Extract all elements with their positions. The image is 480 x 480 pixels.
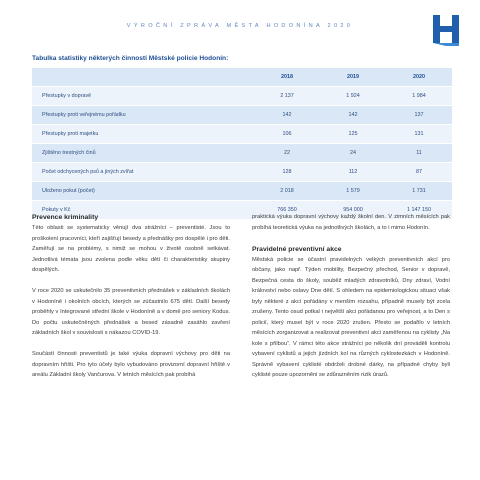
row-label: Přestupky proti veřejnému pořádku [32, 106, 254, 125]
cell-2020: 131 [386, 125, 452, 144]
table-row [32, 163, 452, 182]
header-cell-label [32, 68, 254, 87]
paragraph: Součástí činnosti preventistů je také výuka dopravní výchovy pro děti na dopravním hřišti. Pro tyto účely bylo vybudováno provizorní dopravní hřiště v areálu Základní školy Vančurova. V letních měsících pak probíhá [32, 351, 230, 378]
cell-2018: 128 [254, 163, 320, 182]
cell-2020: 87 [386, 163, 452, 182]
cell-2018: 766 350 [254, 201, 320, 220]
cell-2019: 112 [320, 163, 386, 182]
row-label: Přestupky v dopravě [32, 87, 254, 106]
cell-2018: 142 [254, 106, 320, 125]
left-text-column [32, 212, 230, 391]
header-cell-2018: 2018 [254, 68, 320, 87]
section-heading-regular-events: Pravidelné preventivní akce [252, 245, 342, 253]
row-label: Uloženo pokut (počet) [32, 182, 254, 201]
cell-2020: 11 [386, 144, 452, 163]
cell-2019: 142 [320, 106, 386, 125]
header-cell-2019: 2019 [320, 68, 386, 87]
cell-2019: 1 924 [320, 87, 386, 106]
cell-2019: 954 000 [320, 201, 386, 220]
table-row [32, 125, 452, 144]
statistics-table [32, 68, 452, 220]
table-header-row [32, 68, 452, 87]
row-label: Pokuty v Kč [32, 201, 254, 220]
cell-2020: 137 [386, 106, 452, 125]
row-label: Přestupky proti majetku [32, 125, 254, 144]
header-cell-2020: 2020 [386, 68, 452, 87]
table-row [32, 87, 452, 106]
cell-2018: 2 018 [254, 182, 320, 201]
cell-2018: 2 137 [254, 87, 320, 106]
section-heading-crime-prevention: Prevence kriminality [32, 214, 99, 221]
city-logo-icon [432, 13, 460, 47]
table-row [32, 144, 452, 163]
table-title: Tabulka statistiky některých činností Městské policie Hodonín: [32, 55, 229, 62]
row-label: Zjištěno trestných činů [32, 144, 254, 163]
cell-2018: 22 [254, 144, 320, 163]
cell-2020: 1 984 [386, 87, 452, 106]
cell-2019: 1 579 [320, 182, 386, 201]
paragraph-continued: praktická výuka dopravní výchovy každý školní den. V zimních měsících pak probíhá teoretická výuka na jednotlivých školách, a to i mimo Hodonín. [252, 214, 450, 231]
cell-2019: 125 [320, 125, 386, 144]
cell-2018: 106 [254, 125, 320, 144]
cell-2020: 1 731 [386, 182, 452, 201]
paragraph: Této oblasti se systematicky věnují dva strážníci – preventisté. Jsou to proškolení pracovníci, kteří zajišťují besedy a přednášky pro dospělé i pro děti. Zaměřují se na problémy, s nimiž se mohou v životě osobně setkávat. Jednotlivá témata jsou zvolena podle věku dětí či charakteristiky skupiny dospělých. [32, 225, 230, 273]
paragraph: Městská policie se účastní pravidelných velkých preventivních akcí pro občany, jako např. Týden mobility, Bezpečný přechod, Senior v dopravě, Bezpečná cesta do školy, souběž mladých zdravotníků, Dny zdraví, Vodní království nebo oslavy Dne dětí. S ohledem na epidemiologickou situaci však byly některé z akcí pořádány v menším rozsahu, případně musely být zcela zrušeny. Tento osud potkal i největší akci pořádanou pro veřejnost, a to Den s policií, který musel být v roce 2020 zrušen. Přesto se podařilo v letních měsících zorganizovat a realizovat preventivní akci zaměřenou na cyklisty „Na kole s přilbou“. V rámci této akce strážníci po několik dní prováděli kontrolu vybavení cyklistů a jejich jízdních kol na různých cyklostezkách v Hodoníně. Správně vybavení cyklisté obdrželi drobné dárky, na případné chyby byli cyklisté pouze upozorněni se zdůrazněním rizik úrazů. [252, 256, 450, 378]
row-label: Počet odchycených psů a jiných zvířat [32, 163, 254, 182]
right-text-column [252, 212, 450, 391]
report-header-title: VÝROČNÍ ZPRÁVA MĚSTA HODONÍNA 2020 [126, 23, 354, 29]
table-row [32, 182, 452, 201]
cell-2019: 24 [320, 144, 386, 163]
cell-2020: 1 147 150 [386, 201, 452, 220]
paragraph: V roce 2020 se uskutečnilo 35 preventivních přednášek v základních školách v Hodoníně i okolních obcích, kterých se zúčastnilo 675 dětí. Další besedy proběhly v Integrované střední škole v Hodoníně a v domě pro seniory Kodus. Do počtu uskutečněných přednášek a besed zásadně zasáhlo zavření základních škol v souvislosti s nákazou COVID-19. [32, 288, 230, 336]
table-row [32, 106, 452, 125]
